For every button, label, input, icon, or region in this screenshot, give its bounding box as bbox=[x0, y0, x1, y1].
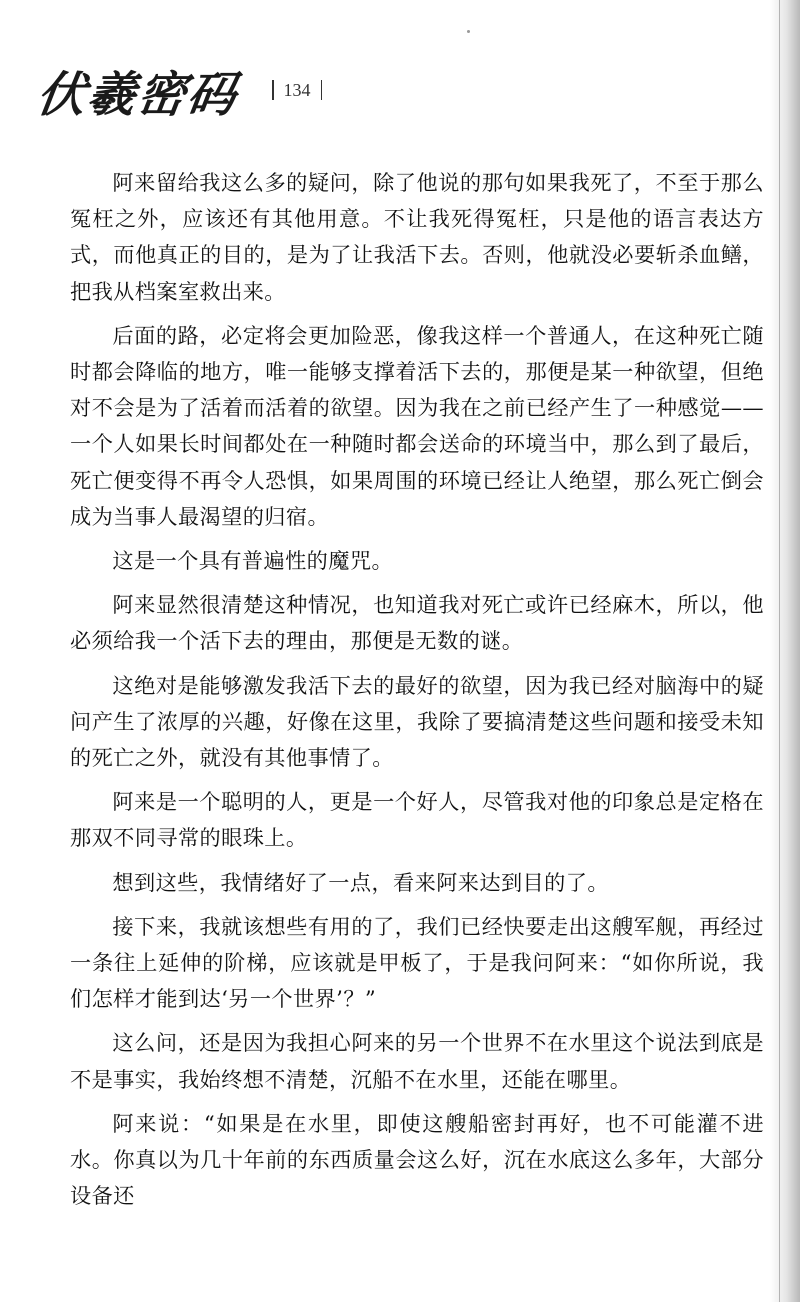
paragraph: 这么问，还是因为我担心阿来的另一个世界不在水里这个说法到底是不是事实，我始终想不清楚，沉船不在水里，还能在哪里。 bbox=[70, 1030, 764, 1092]
paragraph: 想到这些，我情绪好了一点，看来阿来达到目的了。 bbox=[112, 869, 609, 895]
page-number-box bbox=[272, 80, 322, 101]
paragraph: 这绝对是能够激发我活下去的最好的欲望，因为我已经对脑海中的疑问产生了浓厚的兴趣，好像在这里，我除了要搞清楚这些问题和接受未知的死亡之外，就没有其他事情了。 bbox=[70, 672, 764, 771]
page-binding-shadow bbox=[770, 0, 800, 1302]
paragraph: 接下来，我就该想些有用的了，我们已经快要走出这艘军舰，再经过一条往上延伸的阶梯，应该就是甲板了，于是我问阿来：“如你所说，我们怎样才能到达‘另一个世界’？” bbox=[70, 913, 764, 1012]
page-number-divider-left bbox=[272, 80, 274, 100]
paragraph: 阿来显然很清楚这种情况，也知道我对死亡或许已经麻木，所以，他必须给我一个活下去的理由，那便是无数的谜。 bbox=[70, 592, 764, 654]
page-header bbox=[33, 62, 322, 123]
page-number-divider-right bbox=[321, 80, 323, 100]
paragraph: 阿来是一个聪明的人，更是一个好人，尽管我对他的印象总是定格在那双不同寻常的眼珠上。 bbox=[70, 789, 764, 851]
paragraph: 这是一个具有普遍性的魔咒。 bbox=[112, 548, 394, 574]
body-text bbox=[70, 165, 764, 1222]
paragraph: 后面的路，必定将会更加险恶，像我这样一个普通人，在这种死亡随时都会降临的地方，唯一能够支撑着活下去的，那便是某一种欲望，但绝对不会是为了活着而活着的欲望。因为我在之前已经产生了一种感觉——一个人如果长时间都处在一种随时都会送命的环境当中，那么到了最后，死亡便变得不再令人恐惧，如果周围的环境已经让人绝望，那么死亡倒会成为当事人最渴望的归宿。 bbox=[70, 322, 764, 529]
paragraph: 阿来留给我这么多的疑问，除了他说的那句如果我死了，不至于那么冤枉之外，应该还有其他用意。不让我死得冤枉，只是他的语言表达方式，而他真正的目的，是为了让我活下去。否则，他就没必要斩杀血鳝，把我从档案室救出来。 bbox=[70, 170, 764, 304]
scan-speck bbox=[467, 30, 470, 33]
book-title: 伏羲密码 bbox=[33, 66, 242, 123]
paragraph: 阿来说：“如果是在水里，即使这艘船密封再好，也不可能灌不进水。你真以为几十年前的东西质量会这么好，沉在水底这么多年，大部分设备还 bbox=[70, 1110, 764, 1209]
page-number: 134 bbox=[283, 79, 311, 100]
page-binding-line bbox=[779, 0, 780, 1302]
